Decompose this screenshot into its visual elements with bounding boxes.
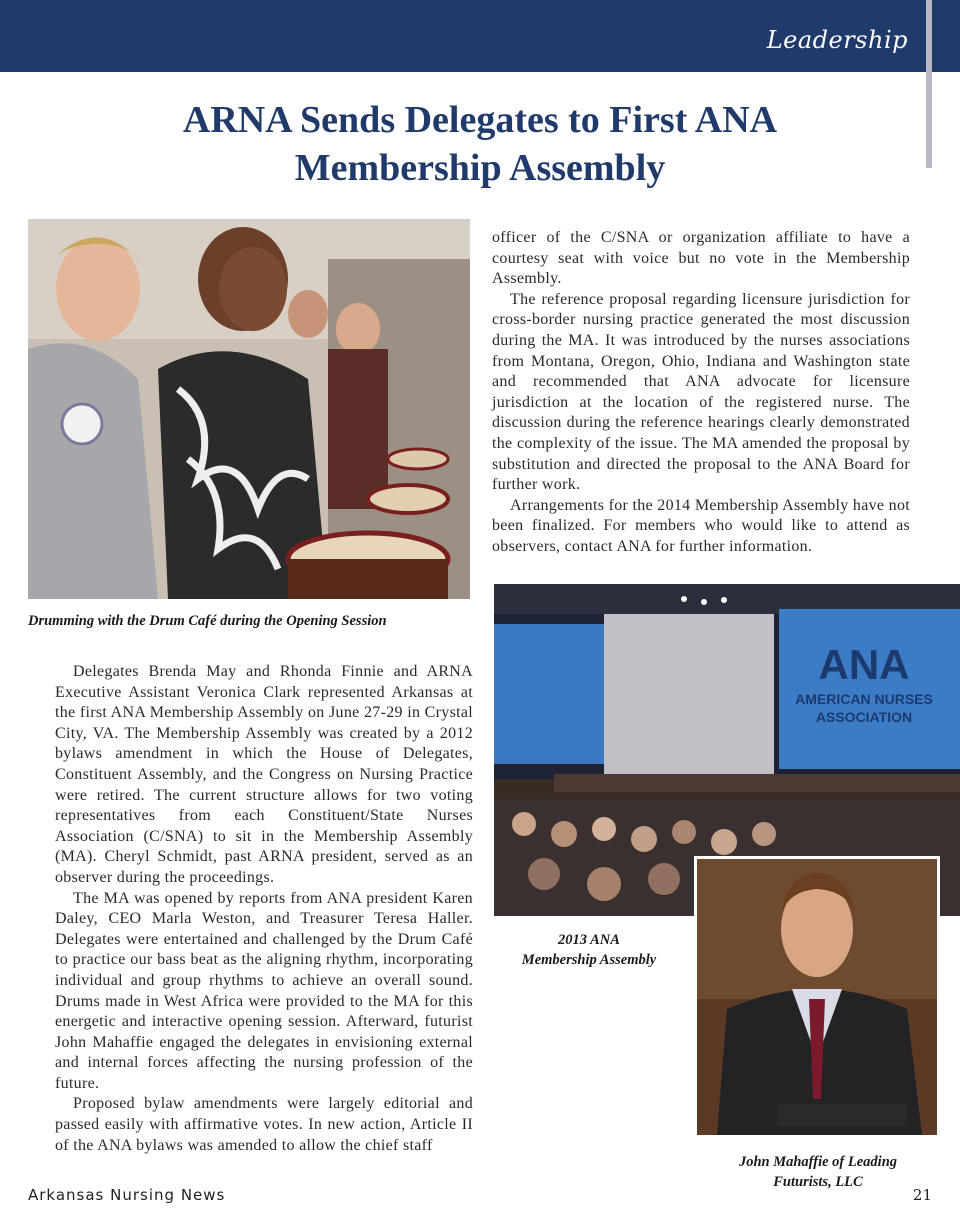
page-number: 21	[912, 1186, 932, 1204]
right-paragraph-3: Arrangements for the 2014 Membership Assembly have not been finalized. For members who would like to attend as observers, contact ANA for further information.	[492, 496, 910, 555]
screen-logo-text: ANA	[818, 641, 910, 688]
left-paragraph-1: Delegates Brenda May and Rhonda Finnie and ARNA Executive Assistant Veronica Clark represented Arkansas at the first ANA Membership Assembly on June 27-29 in Crystal City, VA. The Membership Assembly was created by a 2012 bylaws amendment in which the House of Delegates, Constituent Assembly, and the Congress on Nursing Practice were retired. The current structure allows for two voting representatives from each Constituent/State Nurses Association (C/SNA) to sit in the Membership Assembly (MA). Cheryl Schmidt, past ARNA president, served as an observer during the proceedings.	[55, 663, 473, 886]
publication-name: Arkansas Nursing News	[28, 1186, 226, 1204]
screen-sub-text-2: ASSOCIATION	[815, 709, 913, 725]
left-paragraph-2: The MA was opened by reports from ANA president Karen Daley, CEO Marla Weston, and Treasurer Teresa Haller. Delegates were entertained and challenged by the Drum Café to practice our bass beat as the aligning rhythm, incorporating individual and group rhythms to achieve an overall sound. Drums made in West Africa were provided to the MA for this energetic and interactive opening session. Afterward, futurist John Mahaffie engaged the delegates in envisioning external and internal forces affecting the nursing profession of the future.	[55, 889, 473, 1092]
right-column-text	[492, 228, 910, 558]
right-paragraph-2: The reference proposal regarding licensure jurisdiction for cross-border nursing practice generated the most discussion during the MA. It was introduced by the nurses associations from Montana, Oregon, Ohio, Indiana and Washington state and recommended that ANA advocate for licensure jurisdiction at the location of the registered nurse. The discussion during the reference hearings clearly demonstrated the complexity of the issue. The MA amended the proposal by substitution and directed the proposal to the ANA Board for further work.	[492, 290, 910, 494]
mahaffie-caption-line1: John Mahaffie of Leading	[738, 1154, 898, 1170]
screen-sub-text-1: AMERICAN NURSES	[795, 691, 933, 707]
section-label: Leadership	[766, 26, 908, 54]
john-mahaffie-photo-art	[697, 859, 937, 1135]
article-title-line1: ARNA Sends Delegates to First ANA	[182, 99, 778, 141]
assembly-photo-caption	[494, 930, 684, 970]
drum-cafe-photo	[28, 219, 470, 599]
article-title-line2: Membership Assembly	[294, 147, 666, 189]
assembly-caption-line2: Membership Assembly	[521, 952, 657, 968]
article-title	[0, 96, 960, 192]
left-paragraph-3: Proposed bylaw amendments were largely editorial and passed easily with affirmative votes. In new action, Article II of the ANA bylaws was amended to allow the chief staff	[55, 1095, 473, 1154]
assembly-caption-line1: 2013 ANA	[558, 932, 620, 948]
right-paragraph-1: officer of the C/SNA or organization affiliate to have a courtesy seat with voice but no vote in the Membership Assembly.	[492, 229, 910, 288]
drum-photo-caption: Drumming with the Drum Café during the Opening Session	[28, 613, 387, 629]
john-mahaffie-photo	[694, 856, 940, 1138]
drum-cafe-photo-art	[28, 219, 470, 599]
mahaffie-caption-line2: Futurists, LLC	[773, 1174, 863, 1190]
mahaffie-photo-caption	[700, 1152, 936, 1192]
left-column-text	[55, 662, 473, 1156]
